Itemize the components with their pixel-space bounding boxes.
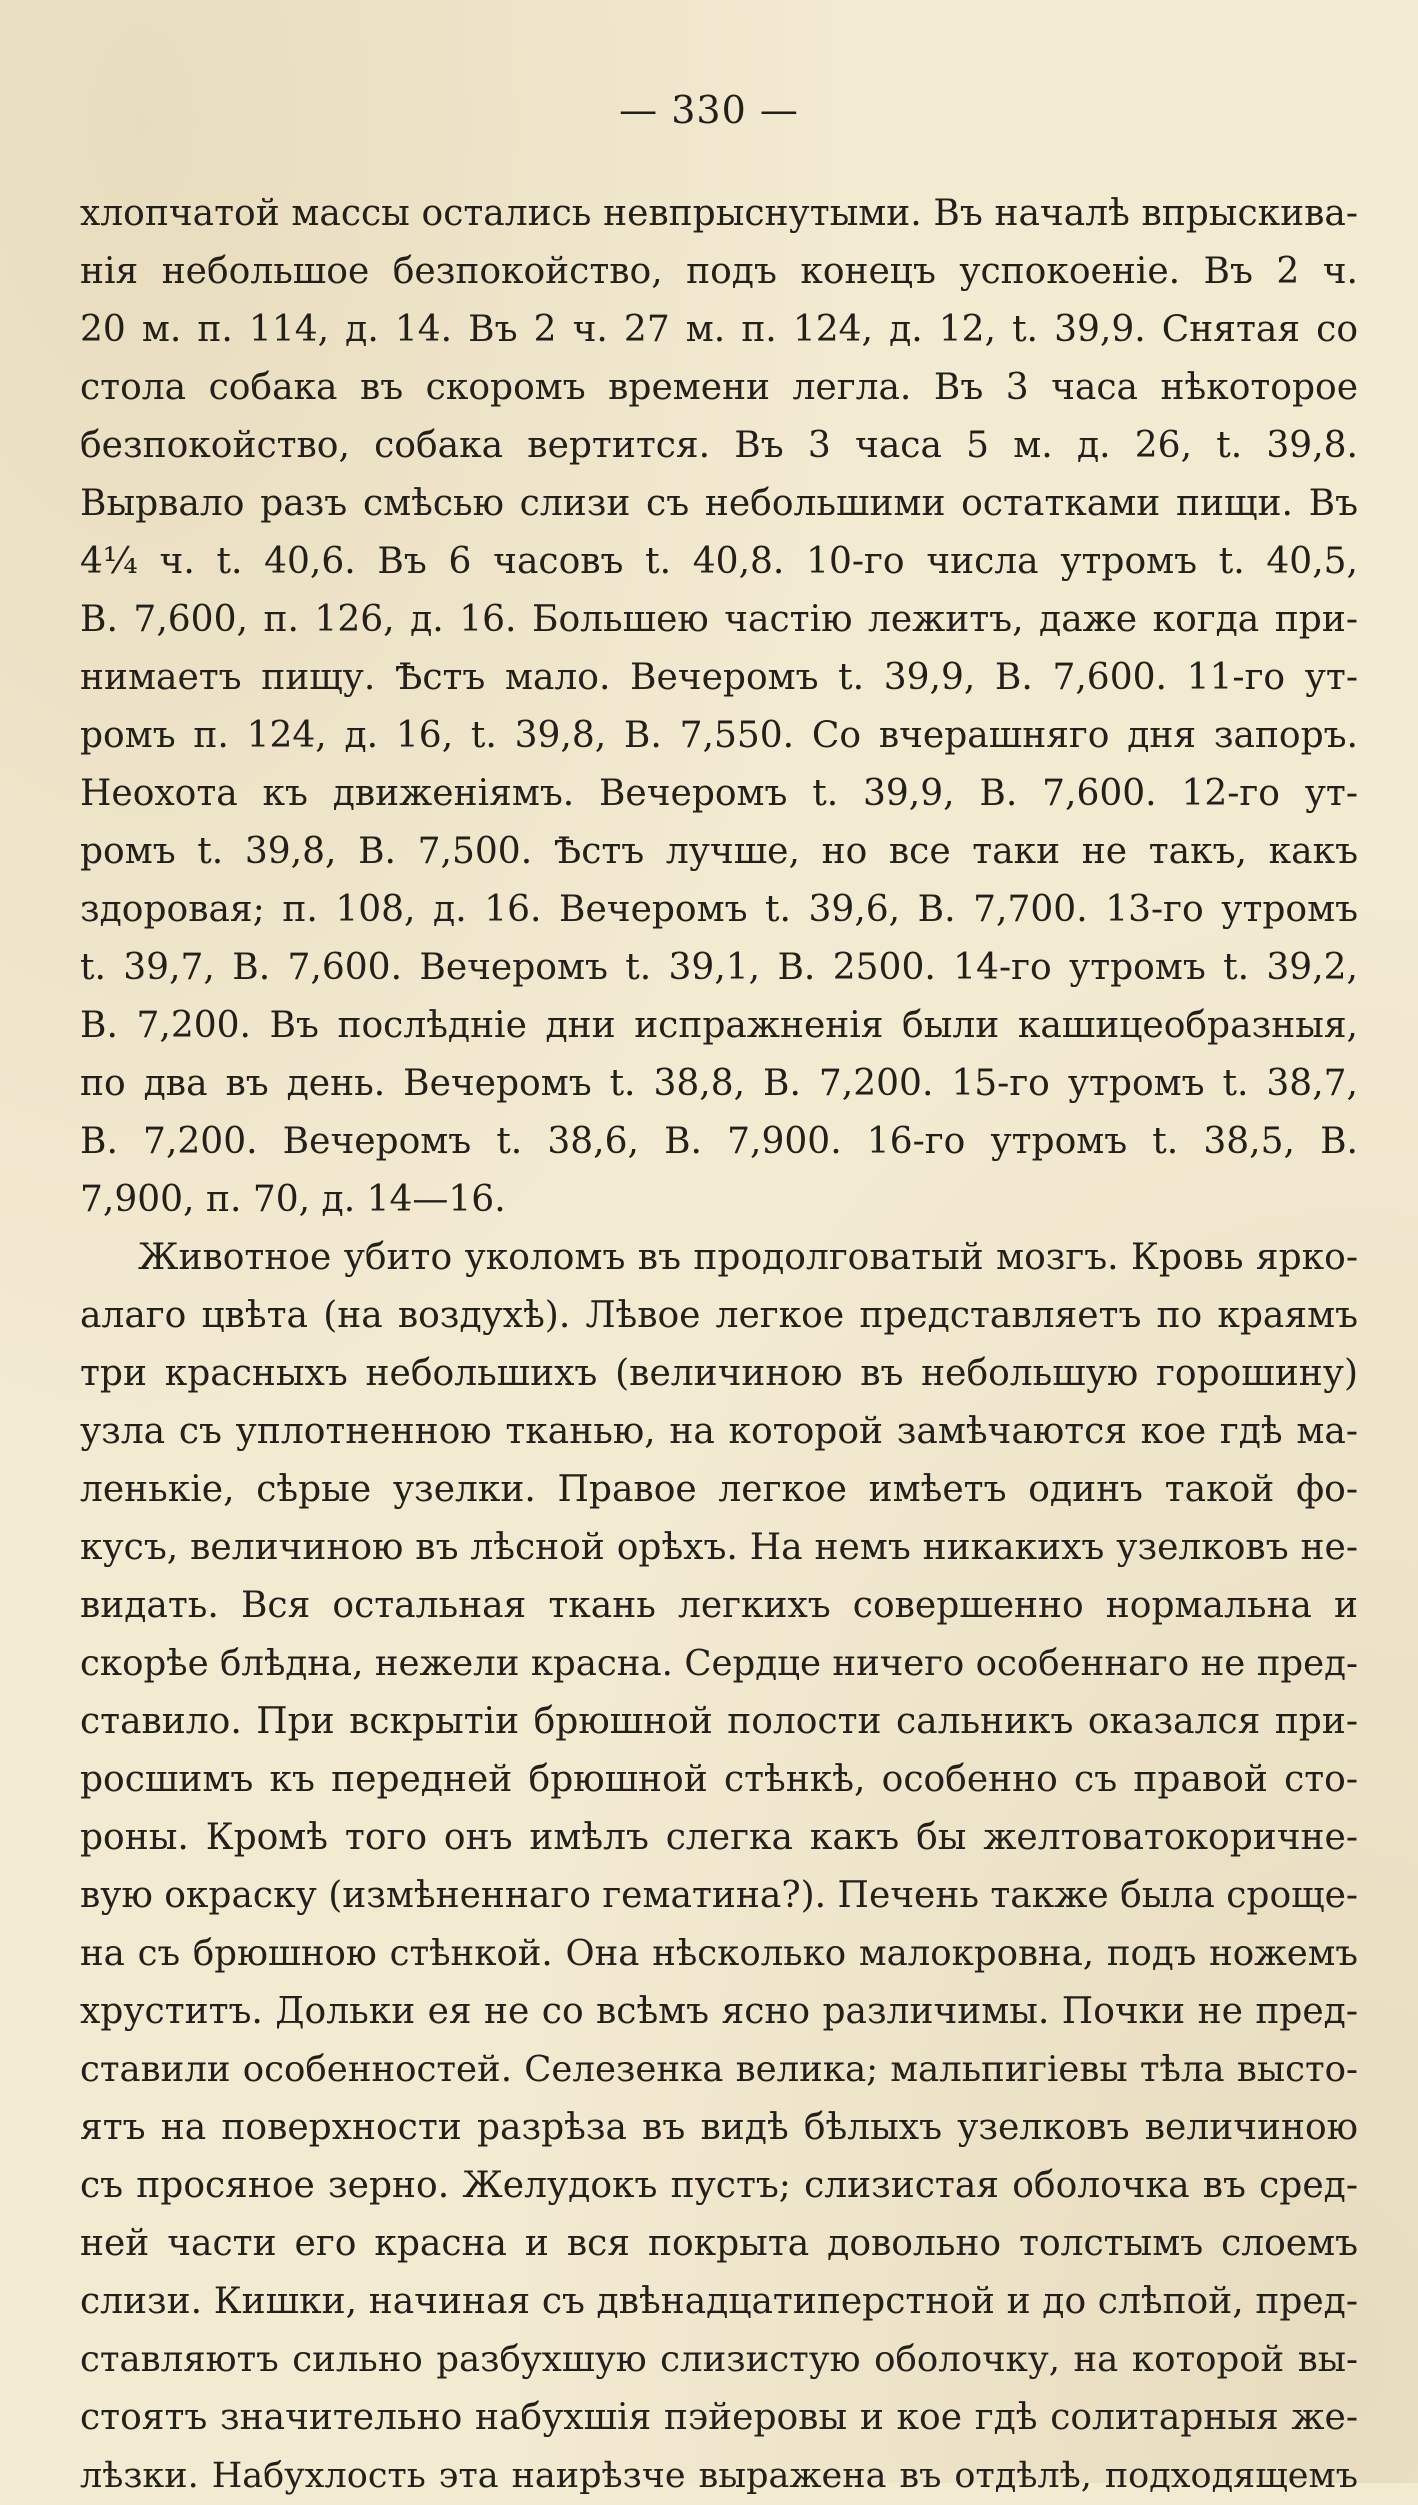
text-line: 7,900, п. 70, д. 14—16. (80, 1179, 506, 1220)
text-line: Неохота къ движеніямъ. Вечеромъ t. 39,9, В. 7,600. 12-го ут- (80, 773, 1358, 814)
text-line: росшимъ къ передней брюшной стѣнкѣ, особенно съ правой сто- (80, 1759, 1358, 1800)
text-line: В. 7,200. Вечеромъ t. 38,6, В. 7,900. 16-го утромъ t. 38,5, В. (80, 1121, 1358, 1162)
text-line: роны. Кромѣ того онъ имѣлъ слегка какъ бы желтоватокоричне- (80, 1817, 1358, 1858)
text-line: В. 7,200. Въ послѣдніе дни испражненія были кашицеобразныя, (80, 1005, 1358, 1046)
text-line: съ просяное зерно. Желудокъ пустъ; слизистая оболочка въ сред- (80, 2165, 1358, 2206)
text-line: ромъ t. 39,8, В. 7,500. Ѣстъ лучше, но все таки не такъ, какъ (80, 831, 1358, 872)
text-line: хруститъ. Дольки ея не со всѣмъ ясно различимы. Почки не пред- (80, 1991, 1358, 2032)
text-line: нія небольшое безпокойство, подъ конецъ успокоеніе. Въ 2 ч. (80, 251, 1358, 292)
text-line: 20 м. п. 114, д. 14. Въ 2 ч. 27 м. п. 124, д. 12, t. 39,9. Снятая со (80, 309, 1358, 350)
text-line: стола собака въ скоромъ времени легла. Въ 3 часа нѣкоторое (80, 367, 1358, 408)
text-line: узла съ уплотненною тканью, на которой замѣчаются кое гдѣ ма- (80, 1411, 1358, 1452)
text-line: скорѣе блѣдна, нежели красна. Сердце ничего особеннаго не пред- (80, 1643, 1358, 1684)
body-text (80, 185, 1358, 2505)
text-line: t. 39,7, В. 7,600. Вечеромъ t. 39,1, В. 2500. 14-го утромъ t. 39,2, (80, 947, 1358, 988)
text-line: стоятъ значительно набухшія пэйеровы и кое гдѣ солитарныя же- (80, 2397, 1358, 2438)
text-line: Животное убито уколомъ въ продолговатый мозгъ. Кровь ярко- (138, 1237, 1358, 1278)
paragraph-1 (80, 185, 1358, 1229)
text-line: слизи. Кишки, начиная съ двѣнадцатиперстной и до слѣпой, пред- (80, 2281, 1358, 2322)
text-line: ленькіе, сѣрые узелки. Правое легкое имѣетъ одинъ такой фо- (80, 1469, 1358, 1510)
text-line: Вырвало разъ смѣсью слизи съ небольшими остатками пищи. Въ (80, 483, 1358, 524)
text-line: 4¼ ч. t. 40,6. Въ 6 часовъ t. 40,8. 10-го числа утромъ t. 40,5, (80, 541, 1358, 582)
text-line: ставили особенностей. Селезенка велика; мальпигіевы тѣла высто- (80, 2049, 1358, 2090)
paragraph-2 (80, 1229, 1358, 2505)
text-line: безпокойство, собака вертится. Въ 3 часа 5 м. д. 26, t. 39,8. (80, 425, 1358, 466)
text-line: ромъ п. 124, д. 16, t. 39,8, В. 7,550. Со вчерашняго дня запоръ. (80, 715, 1358, 756)
text-line: по два въ день. Вечеромъ t. 38,8, В. 7,200. 15-го утромъ t. 38,7, (80, 1063, 1358, 1104)
text-line: ятъ на поверхности разрѣза въ видѣ бѣлыхъ узелковъ величиною (80, 2107, 1358, 2148)
page-number: — 330 — (619, 88, 799, 132)
text-line: В. 7,600, п. 126, д. 16. Большею частію лежитъ, даже когда при- (80, 599, 1358, 640)
text-line: алаго цвѣта (на воздухѣ). Лѣвое легкое представляетъ по краямъ (80, 1295, 1358, 1336)
text-line: хлопчатой массы остались невпрыснутыми. Въ началѣ впрыскива- (80, 193, 1358, 234)
text-line: видать. Вся остальная ткань легкихъ совершенно нормальна и (80, 1585, 1358, 1626)
text-line: вую окраску (измѣненнаго гематина?). Печень также была сроще- (80, 1875, 1358, 1916)
text-line: ней части его красна и вся покрыта довольно толстымъ слоемъ (80, 2223, 1358, 2264)
text-line: нимаетъ пищу. Ѣстъ мало. Вечеромъ t. 39,9, В. 7,600. 11-го ут- (80, 657, 1358, 698)
text-line: лѣзки. Набухлость эта наирѣзче выражена въ отдѣлѣ, подходящемъ (80, 2456, 1358, 2496)
text-line: ставляютъ сильно разбухшую слизистую оболочку, на которой вы- (80, 2339, 1358, 2380)
text-line: три красныхъ небольшихъ (величиною въ небольшую горошину) (80, 1353, 1358, 1394)
text-line: на съ брюшною стѣнкой. Она нѣсколько малокровна, подъ ножемъ (80, 1933, 1358, 1974)
text-line: кусъ, величиною въ лѣсной орѣхъ. На немъ никакихъ узелковъ не- (80, 1527, 1358, 1568)
text-line: ставило. При вскрытіи брюшной полости сальникъ оказался при- (80, 1701, 1358, 1742)
text-line: здоровая; п. 108, д. 16. Вечеромъ t. 39,6, В. 7,700. 13-го утромъ (80, 889, 1358, 930)
